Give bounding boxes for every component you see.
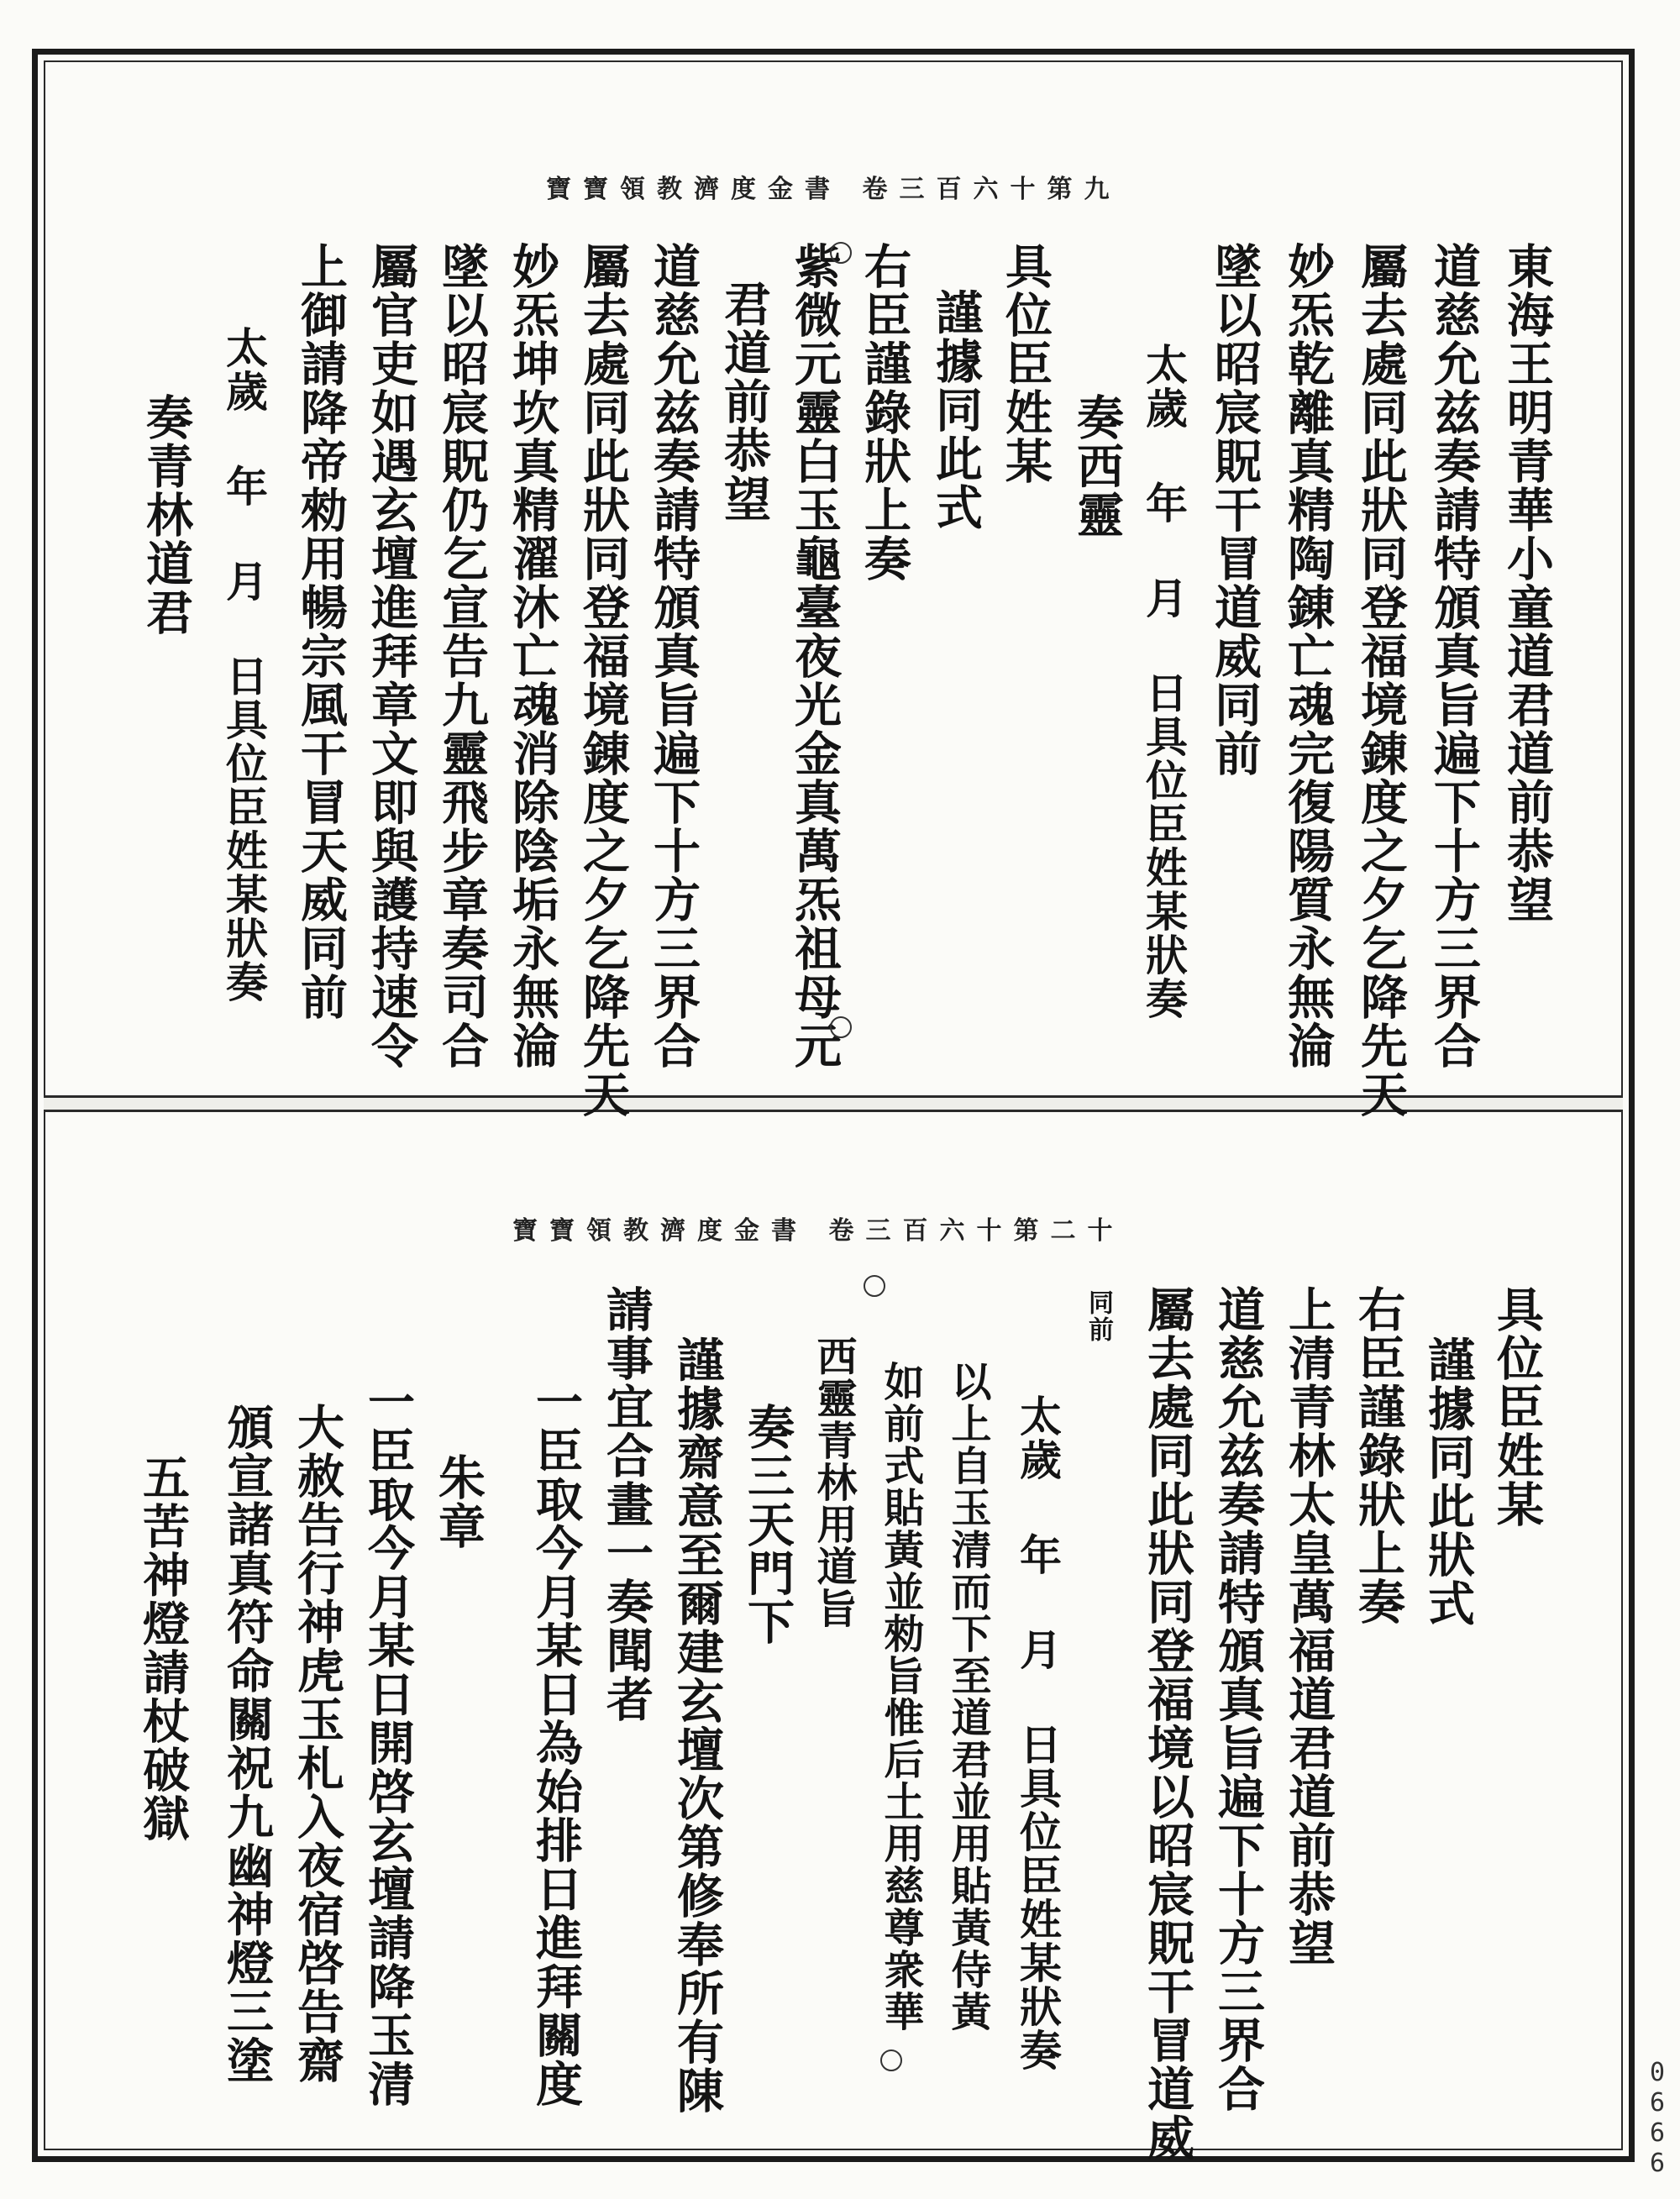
text-column: 道慈允兹奏請特頒真旨遍下十方三界合 [1426, 242, 1482, 1070]
text-column: 道慈允兹奏請特頒真旨遍下十方三界合 [646, 242, 701, 1070]
text-column: 具位臣姓某 [1489, 1285, 1545, 1529]
text-column: 謹據同此狀式 [1420, 1336, 1476, 1628]
text-column: 屬官吏如遇玄壇進拜章文即與護持速令 [364, 242, 419, 1070]
text-column: 右臣謹錄狀上奏 [1351, 1285, 1406, 1626]
text-column: 右臣謹錄狀上奏 [857, 242, 912, 583]
page-number: 0666 [1649, 2058, 1666, 2178]
text-column: 太歲 年 月 日具位臣姓某狀奏 [219, 326, 269, 1004]
circle-mark [864, 1275, 885, 1297]
text-column: 同前 [1084, 1289, 1113, 1343]
text-column: 大赦告行神虎玉札入夜宿啓告齋 [290, 1403, 345, 2085]
text-column: 妙炁坤坎真精濯沐亡魂消除陰垢永無淪 [505, 242, 560, 1070]
text-column: 妙炁乾離真精陶錬亡魂完復陽質永無淪 [1280, 242, 1336, 1070]
text-column: 一臣取今月某日為始排日進拜關度 [528, 1378, 584, 2108]
text-column: 墜以昭宸貺干冒道威同前 [1207, 242, 1263, 778]
page-header: 寶寶領教濟度金書 卷三百六十第二十 [512, 1216, 1125, 1246]
text-column: 一臣取今月某日開啓玄壇請降玉清 [360, 1378, 416, 2108]
text-column: 頒宣諸真符命關祝九幽神燈三塗 [219, 1403, 275, 2085]
text-column: 謹據齋意至爾建玄壇次第修奉所有陳 [669, 1336, 725, 2115]
text-column: 請事宜合畫一奏聞者 [599, 1285, 654, 1724]
text-column: 上御請降帝勑用暢宗風干冒天威同前 [293, 242, 349, 1021]
circle-mark [830, 242, 852, 264]
text-column: 屬去處同此狀同登福境以昭宸貺干冒道威 [1140, 1285, 1195, 2162]
text-column: 太歲 年 月 日具位臣姓某狀奏 [1013, 1394, 1063, 2072]
top-panel [50, 66, 1616, 1119]
text-column: 屬去處同此狀同登福境錬度之夕乞降先天 [575, 242, 631, 1119]
text-column: 墜以昭宸貺仍乞宣告九靈飛步章奏司合 [434, 242, 490, 1070]
text-column: 如前式貼黃並勑旨惟后土用慈尊衆華 [877, 1361, 924, 2033]
circle-mark [830, 1016, 852, 1038]
circle-mark [880, 2049, 902, 2071]
text-column: 紫微元靈白玉龜臺夜光金真萬炁祖母元 [787, 242, 843, 1070]
text-column: 謹據同此式 [928, 288, 984, 532]
text-column: 以上自玉清而下至道君並用貼黃侍黃 [944, 1361, 991, 2033]
text-column: 五苦神燈請杖破獄 [135, 1453, 191, 1843]
text-column: 道慈允兹奏請特頒真旨遍下十方三界合 [1210, 1285, 1266, 2113]
text-column: 上清青林太皇萬福道君道前恭望 [1281, 1285, 1336, 1967]
text-column: 西靈青林用道旨 [810, 1336, 857, 1630]
text-column: 奏三天門下 [740, 1403, 795, 1646]
text-column: 奏西靈 [1069, 393, 1125, 539]
text-column: 東海王明青華小童道君道前恭望 [1499, 242, 1555, 924]
text-column: 朱章 [431, 1453, 486, 1551]
text-column: 奏青林道君 [139, 393, 194, 637]
bottom-panel [50, 1117, 1616, 2162]
text-column: 具位臣姓某 [998, 242, 1053, 485]
text-column: 太歲 年 月 日具位臣姓某狀奏 [1139, 343, 1189, 1021]
page-header: 寶寶領教濟度金書 卷三百六十第九 [546, 175, 1121, 204]
text-column: 屬去處同此狀同登福境錬度之夕乞降先天 [1353, 242, 1409, 1119]
text-column: 君道前恭望 [717, 280, 772, 523]
